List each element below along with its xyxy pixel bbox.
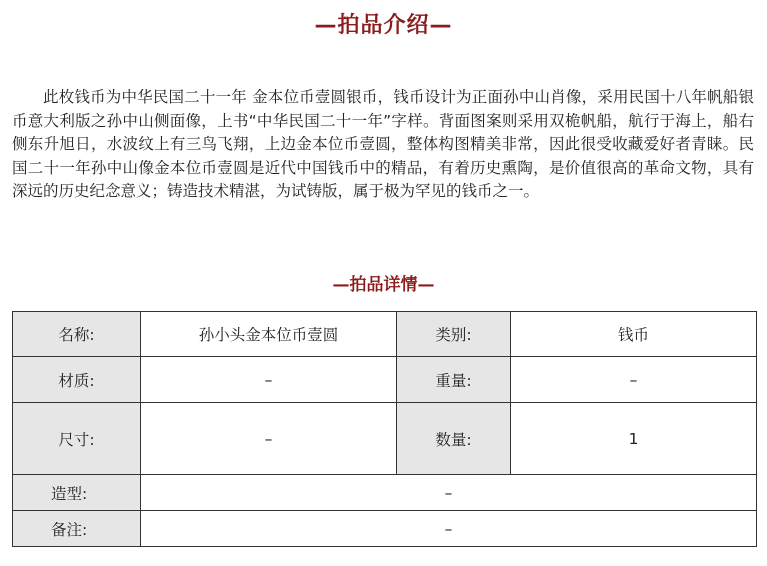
intro-title: —拍品介绍— — [314, 13, 453, 38]
details-table — [12, 311, 757, 547]
shape-value: – — [141, 475, 757, 511]
category-value: 钱币 — [511, 312, 757, 357]
table-row — [13, 357, 757, 403]
intro-paragraph: 此枚钱币为中华民国二十一年 金本位币壹圆银币，钱币设计为正面孙中山肖像，采用民国十八年帆船银币意大利版之孙中山侧面像，上书“中华民国二十一年”字样。背面图案则采用双桅帆船，航行于海上，船右侧东升旭日，水波纹上有三鸟飞翔，上边金本位币壹圆，整体构图精美非常，因此很受收藏爱好者青睐。民国二十一年孙中山像金本位币壹圆是近代中国钱币中的精品，有着历史熏陶，是价值很高的革命文物，具有深远的历史纪念意义；铸造技术精湛，为试铸版，属于极为罕见的钱币之一。 — [12, 88, 754, 200]
table-row — [13, 475, 757, 511]
name-value: 孙小头金本位币壹圆 — [141, 312, 397, 357]
weight-label: 重量: — [397, 357, 511, 403]
name-label: 名称: — [13, 312, 141, 357]
material-label: 材质: — [13, 357, 141, 403]
quantity-value: 1 — [511, 403, 757, 475]
category-label: 类别: — [397, 312, 511, 357]
remark-label: 备注: — [13, 511, 141, 547]
quantity-label: 数量: — [397, 403, 511, 475]
table-row — [13, 511, 757, 547]
table-row — [13, 312, 757, 357]
size-value: – — [141, 403, 397, 475]
weight-value: – — [511, 357, 757, 403]
material-value: – — [141, 357, 397, 403]
size-label: 尺寸: — [13, 403, 141, 475]
remark-value: – — [141, 511, 757, 547]
details-title: —拍品详情— — [332, 275, 435, 295]
shape-label: 造型: — [13, 475, 141, 511]
table-row — [13, 403, 757, 475]
